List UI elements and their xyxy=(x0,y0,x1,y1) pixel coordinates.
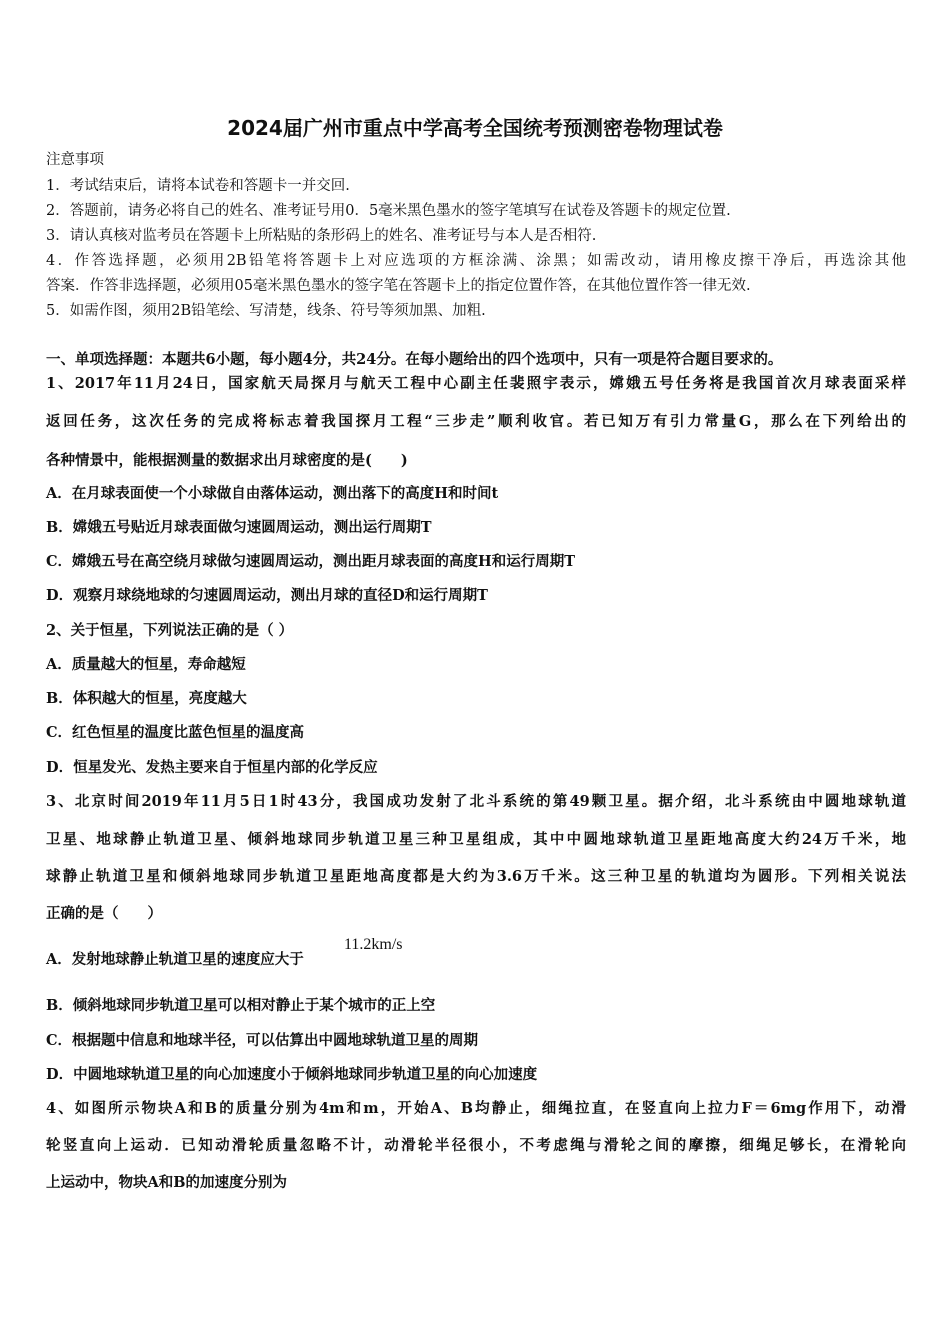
q3-stem-line: 卫星、地球静止轨道卫星、倾斜地球同步轨道卫星三种卫星组成，其中中圆地球轨道卫星距地高度大约24万千米，地 xyxy=(46,831,906,848)
q3-stem-line: 正确的是（ ） xyxy=(46,905,162,922)
q2-option-a: A．质量越大的恒星，寿命越短 xyxy=(46,656,246,673)
q1-stem-line: 返回任务，这次任务的完成将标志着我国探月工程“三步走”顺利收官。若已知万有引力常量G，那么在下列给出的 xyxy=(46,413,906,430)
q4-stem-line: 轮竖直向上运动．已知动滑轮质量忽略不计，动滑轮半径很小，不考虑绳与滑轮之间的摩擦，细绳足够长，在滑轮向 xyxy=(46,1137,906,1154)
q3-option-c: C．根据题中信息和地球半径，可以估算出中圆地球轨道卫星的周期 xyxy=(46,1032,479,1049)
note-line: 5．如需作图，须用2B铅笔绘、写清楚，线条、符号等须加黑、加粗. xyxy=(46,303,486,319)
q1-option-a: A．在月球表面使一个小球做自由落体运动，测出落下的高度H和时间t xyxy=(46,485,499,502)
q2-option-d: D．恒星发光、发热主要来自于恒星内部的化学反应 xyxy=(46,759,378,776)
q4-stem-line: 4、如图所示物块A和B的质量分别为4m和m，开始A、B均静止，细绳拉直，在竖直向上拉力F＝6mg作用下，动滑 xyxy=(46,1100,906,1117)
q1-option-b: B．嫦娥五号贴近月球表面做匀速圆周运动，测出运行周期T xyxy=(46,519,432,536)
note-line: 3．请认真核对监考员在答题卡上所粘贴的条形码上的姓名、准考证号与本人是否相符. xyxy=(46,228,597,244)
section-heading: 一、单项选择题：本题共6小题，每小题4分，共24分。在每小题给出的四个选项中，只有一项是符合题目要求的。 xyxy=(46,351,783,368)
q1-stem-line: 1、2017年11月24日，国家航天局探月与航天工程中心副主任裴照宇表示，嫦娥五号任务将是我国首次月球表面采样 xyxy=(46,375,906,392)
q1-option-d: D．观察月球绕地球的匀速圆周运动，测出月球的直径D和运行周期T xyxy=(46,587,488,604)
q3-stem-line: 3、北京时间2019年11月5日1时43分，我国成功发射了北斗系统的第49颗卫星。据介绍，北斗系统由中圆地球轨道 xyxy=(46,793,906,810)
q4-stem-line: 上运动中，物块A和B的加速度分别为 xyxy=(46,1174,288,1191)
q2-option-b: B．体积越大的恒星，亮度越大 xyxy=(46,690,247,707)
q2-option-c: C．红色恒星的温度比蓝色恒星的温度高 xyxy=(46,724,305,741)
note-line: 4．作答选择题，必须用2B铅笔将答题卡上对应选项的方框涂满、涂黑；如需改动，请用橡皮擦干净后，再选涂其他 xyxy=(46,253,906,269)
q2-stem: 2、关于恒星，下列说法正确的是（ ） xyxy=(46,622,294,639)
q1-stem-line: 各种情景中，能根据测量的数据求出月球密度的是( ) xyxy=(46,452,408,469)
q3-stem-line: 球静止轨道卫星和倾斜地球同步轨道卫星距地高度都是大约为3.6万千米。这三种卫星的轨道均为圆形。下列相关说法 xyxy=(46,868,906,885)
q3-option-a-formula: 11.2km/s xyxy=(344,936,403,953)
notes-heading: 注意事项 xyxy=(46,152,104,168)
note-line: 答案．作答非选择题，必须用05毫米黑色墨水的签字笔在答题卡上的指定位置作答，在其他位置作答一律无效. xyxy=(46,278,751,294)
exam-title: 2024届广州市重点中学高考全国统考预测密卷物理试卷 xyxy=(227,116,723,140)
q3-option-b: B．倾斜地球同步轨道卫星可以相对静止于某个城市的正上空 xyxy=(46,997,436,1014)
q3-option-a: A．发射地球静止轨道卫星的速度应大于 xyxy=(46,951,304,968)
q3-option-d: D．中圆地球轨道卫星的向心加速度小于倾斜地球同步轨道卫星的向心加速度 xyxy=(46,1066,538,1083)
q1-option-c: C．嫦娥五号在高空绕月球做匀速圆周运动，测出距月球表面的高度H和运行周期T xyxy=(46,553,576,570)
note-line: 1．考试结束后，请将本试卷和答题卡一并交回. xyxy=(46,178,350,194)
note-line: 2．答题前，请务必将自己的姓名、准考证号用0．5毫米黑色墨水的签字笔填写在试卷及答题卡的规定位置. xyxy=(46,203,731,219)
